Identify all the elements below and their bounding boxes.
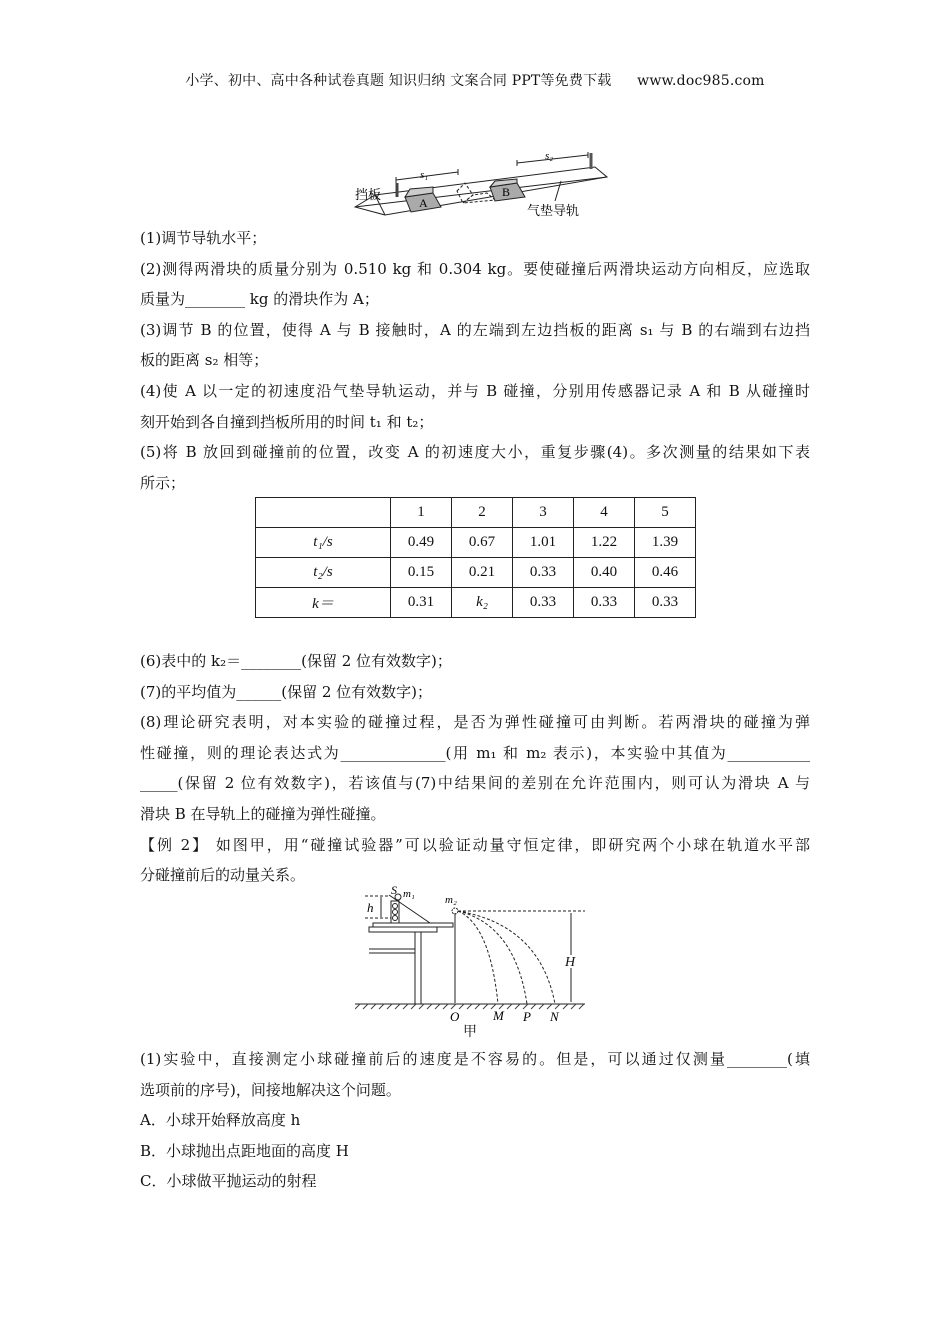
table-cell: 0.33 — [513, 588, 574, 618]
header-text: 小学、初中、高中各种试卷真题 知识归纳 文案合同 PPT等免费下载 — [185, 73, 612, 89]
table-cell: 0.31 — [391, 588, 452, 618]
text-line: 分碰撞前后的动量关系。 — [140, 866, 306, 885]
text-line: B．小球抛出点距地面的高度 H — [140, 1141, 349, 1160]
table-cell: 1.01 — [513, 528, 574, 558]
s2-label: s₂ — [545, 150, 554, 162]
text-line: 【例 2】 如图甲，用“碰撞试验器”可以验证动量守恒定律，即研究两个小球在轨道水平部 — [140, 835, 810, 854]
text-line: (1)调节导轨水平； — [140, 229, 267, 247]
s1-label: s₁ — [420, 169, 429, 181]
table-header-cell: 4 — [574, 498, 635, 528]
table-cell: k＝ — [256, 588, 391, 618]
text-line: (8)理论研究表明，对本实验的碰撞过程，是否为弹性碰撞可由判断。若两滑块的碰撞为弹 — [140, 713, 810, 732]
table-cell: 0.67 — [452, 528, 513, 558]
text-line: A．小球开始释放高度 h — [140, 1111, 301, 1130]
text-line: 性碰撞，则的理论表达式为______________(用 m₁ 和 m₂ 表示)，本实验中其值为___________ — [140, 743, 810, 762]
table-cell: 0.21 — [452, 558, 513, 588]
text-line: 板的距离 s₂ 相等； — [140, 351, 269, 370]
h-label: h — [367, 900, 374, 915]
table-cell: 0.33 — [513, 558, 574, 588]
table-row — [256, 558, 696, 588]
table-cell: 1.22 — [574, 528, 635, 558]
table-header-cell: 5 — [635, 498, 696, 528]
table-cell: 0.15 — [391, 558, 452, 588]
table-row — [256, 528, 696, 558]
table-cell: 0.33 — [635, 588, 696, 618]
text-line: 所示； — [140, 473, 186, 492]
N-label: N — [550, 1009, 559, 1024]
table-cell: 0.33 — [574, 588, 635, 618]
table-row — [256, 588, 696, 618]
slider-b-label: B — [502, 185, 511, 199]
table-header-cell: 2 — [452, 498, 513, 528]
text-line: _____(保留 2 位有效数字)，若该值与(7)中结果间的差别在允许范围内，则可认为滑块 A 与 — [140, 774, 810, 793]
header-url: www.doc985.com — [637, 73, 765, 89]
M-label: M — [493, 1008, 504, 1023]
table-cell: t₂/s — [256, 558, 391, 588]
text-line: (3)调节 B 的位置，使得 A 与 B 接触时，A 的左端到左边挡板的距离 s₁ 与 B 的右端到右边挡 — [140, 320, 810, 339]
air-track-figure — [345, 145, 615, 220]
figure-caption: 甲 — [463, 1024, 477, 1040]
text-line: (5)将 B 放回到碰撞前的位置，改变 A 的初速度大小，重复步骤(4)。多次测量的结果如下表 — [140, 443, 810, 462]
text-line: (2)测得两滑块的质量分别为 0.510 kg 和 0.304 kg。要使碰撞后两滑块运动方向相反，应选取 — [140, 259, 810, 278]
H-label: H — [565, 955, 576, 970]
questions-part2 — [140, 646, 810, 891]
slider-a-label: A — [419, 196, 428, 210]
text-line: (4)使 A 以一定的初速度沿气垫导轨运动，并与 B 碰撞，分别用传感器记录 A 和 B 从碰撞时 — [140, 381, 810, 400]
table-header-row — [256, 498, 696, 528]
table-header-cell: 1 — [391, 498, 452, 528]
baffle-label: 挡板 — [355, 187, 382, 202]
text-line: 刻开始到各自撞到挡板所用的时间 t₁ 和 t₂； — [140, 412, 434, 431]
text-line: 滑块 B 在导轨上的碰撞为弹性碰撞。 — [140, 804, 386, 823]
text-line: (6)表中的 k₂＝________(保留 2 位有效数字)； — [140, 652, 452, 670]
steps-part1 — [140, 223, 810, 498]
text-line: (1)实验中，直接测定小球碰撞前后的速度是不容易的。但是，可以通过仅测量________(填 — [140, 1050, 810, 1068]
text-line: C．小球做平抛运动的射程 — [140, 1172, 317, 1191]
table-header-cell — [256, 498, 391, 528]
table-cell: t₁/s — [256, 528, 391, 558]
table-cell: k₂ — [452, 588, 513, 618]
page-header — [0, 70, 950, 90]
collision-apparatus-figure — [355, 885, 605, 1025]
air-track-label: 气垫导轨 — [527, 203, 580, 218]
table-header-cell: 3 — [513, 498, 574, 528]
table-cell: 0.49 — [391, 528, 452, 558]
table-cell: 0.46 — [635, 558, 696, 588]
s-label: S — [391, 885, 397, 897]
text-line: 质量为________ kg 的滑块作为 A； — [140, 290, 379, 309]
table-cell: 1.39 — [635, 528, 696, 558]
P-label: P — [523, 1009, 531, 1024]
data-table — [255, 497, 696, 618]
questions-part3 — [140, 1044, 810, 1197]
text-line: 选项前的序号)，间接地解决这个问题。 — [140, 1080, 401, 1099]
m1-label: m₁ — [403, 888, 415, 900]
m2-label: m₂ — [445, 894, 457, 906]
O-label: O — [450, 1009, 460, 1024]
text-line: (7)的平均值为______(保留 2 位有效数字)； — [140, 682, 433, 701]
table-cell: 0.40 — [574, 558, 635, 588]
